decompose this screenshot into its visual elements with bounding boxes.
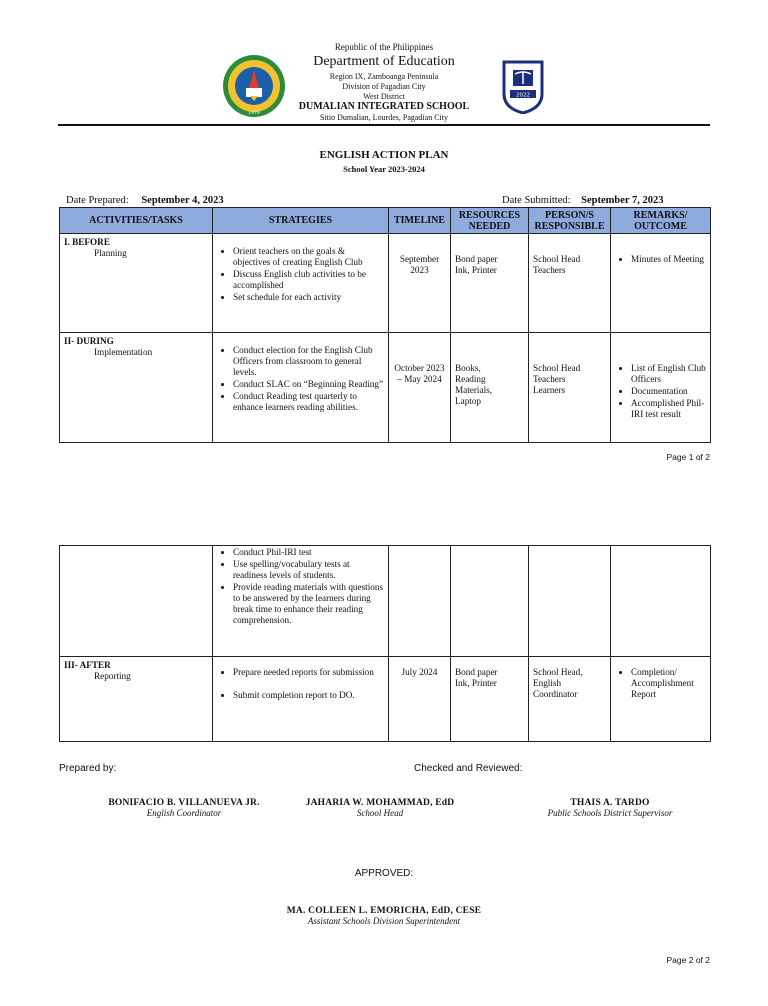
before-sub: Planning [94,248,127,258]
page-1-label: Page 1 of 2 [666,452,710,462]
list-item: Books, [455,363,481,373]
list-item: Bond paper [455,254,498,264]
list-item: • Conduct Reading test quarterly to enhance learners reading abilities. [233,391,384,413]
list-item: • Set schedule for each activity [233,292,384,303]
signatory-role: English Coordinator [146,808,222,818]
signatory-name: THAIS A. TARDO [570,798,650,808]
after-title: III- AFTER [64,660,111,670]
right-seal-year: 2022 [516,92,530,99]
list-item: School Head, [533,667,583,677]
list-item: • Provide reading materials with questions to be answered by the learners during break time to enhance their reading comprehension. [233,582,384,626]
department-title: Department of Education [313,54,455,69]
school-address: Sitio Dumalian, Lourdes, Pagadian City [320,113,448,122]
signatory-supervisor [505,798,715,818]
list-item: Ink, Printer [455,678,497,688]
table-header-row [60,208,711,234]
list-item: • Use spelling/vocabulary tests at readiness levels of students. [233,559,384,581]
table-row-before [60,234,711,333]
signatory-name: JAHARIA W. MOHAMMAD, EdD [305,798,455,808]
list-item: Teachers [533,265,566,275]
prepared-by-label: Prepared by: [59,763,117,774]
signatory-superintendent [234,906,534,926]
list-item: School Head [533,363,581,373]
after-strategies [217,667,384,701]
list-item: Bond paper [455,667,498,677]
header-divider [58,124,710,126]
header-activities: ACTIVITIES/TASKS [60,208,213,234]
approved-label: APPROVED: [354,868,414,879]
before-title: I. BEFORE [64,237,110,247]
list-item: Learners [533,385,566,395]
list-item: • Discuss English club activities to be accomplished [233,269,384,291]
header-persons: PERSON/S RESPONSIBLE [529,208,611,234]
list-item: • Completion/ Accomplishment Report [631,667,706,700]
continued-strategies [217,547,384,626]
signatory-role: Assistant Schools Division Superintendent [307,916,461,926]
list-item: Ink, Printer [455,265,497,275]
before-strategies [217,246,384,303]
signatory-name: BONIFACIO B. VILLANUEVA JR. [108,798,260,808]
page-2-label: Page 2 of 2 [666,955,710,965]
header-timeline: TIMELINE [389,208,451,234]
signatory-coordinator [84,798,284,818]
school-name: DUMALIAN INTEGRATED SCHOOL [298,101,470,112]
after-sub: Reporting [94,671,131,681]
date-submitted-row [502,195,664,206]
header-remarks: REMARKS/ OUTCOME [611,208,711,234]
list-item: • Documentation [631,386,706,397]
during-sub: Implementation [94,347,153,357]
table-row-during [60,333,711,443]
table-row-continued [60,546,711,657]
during-title: II- DURING [64,336,114,346]
checked-label: Checked and Reviewed: [414,763,523,774]
list-item: • Orient teachers on the goals & objectives of creating English Club [233,246,384,268]
left-seal-year: 1979 [248,111,260,116]
header-resources: RESOURCES NEEDED [451,208,529,234]
list-item: • Minutes of Meeting [631,254,706,265]
list-item: • Prepare needed reports for submission [233,667,384,678]
before-timeline: September 2023 [389,234,451,333]
header-strategies: STRATEGIES [213,208,389,234]
list-item: Laptop [455,396,482,406]
list-item: Reading Materials, [455,374,492,395]
signatory-role: Public Schools District Supervisor [547,808,673,818]
list-item: Teachers [533,374,566,384]
list-item: • Conduct SLAC on “Beginning Reading” [233,379,384,390]
list-item: • Submit completion report to DO. [233,690,384,701]
region-text: Region IX, Zamboanga Peninsula [329,72,439,81]
list-item: English Coordinator [533,678,578,699]
during-strategies [217,345,384,413]
district-text: West District [363,92,405,101]
list-item: • Conduct Phil-IRI test [233,547,384,558]
signatory-school-head [300,798,460,818]
after-timeline: July 2024 [389,657,451,742]
action-plan-table-continued [59,545,711,742]
list-item: • Conduct election for the English Club Officers from classroom to general levels. [233,345,384,378]
doc-title: ENGLISH ACTION PLAN [319,149,449,161]
date-prepared-value: September 4, 2023 [141,195,224,206]
list-item: • Accomplished Phil-IRI test result [631,398,706,420]
division-text: Division of Pagadian City [342,82,426,91]
table-row-after [60,657,711,742]
action-plan-table [59,207,711,443]
school-year: School Year 2023-2024 [343,164,425,174]
date-submitted-label: Date Submitted: [502,195,571,206]
signatory-role: School Head [356,808,404,818]
date-prepared-label: Date Prepared: [66,195,129,206]
date-submitted-value: September 7, 2023 [581,195,664,206]
list-item: • List of English Club Officers [631,363,706,385]
republic-text: Republic of the Philippines [334,42,434,52]
signatory-name: MA. COLLEEN L. EMORICHA, EdD, CESE [286,906,482,916]
date-prepared-row [66,195,224,206]
list-item: School Head [533,254,581,264]
during-timeline: October 2023 – May 2024 [389,333,451,443]
